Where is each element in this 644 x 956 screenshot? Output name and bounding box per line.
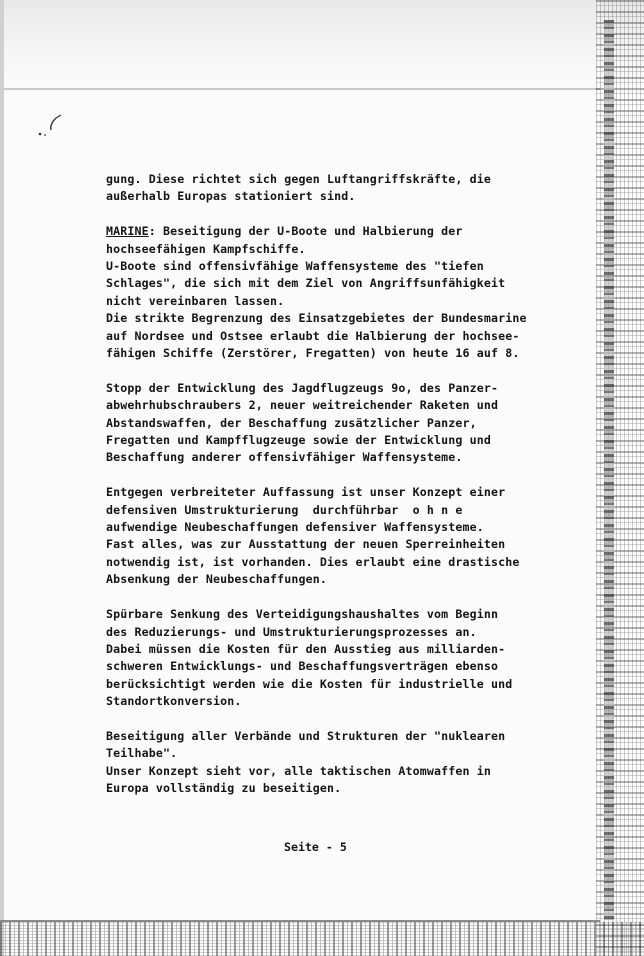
text-line: Beschaffung anderer offensivfähiger Waffensysteme. xyxy=(106,450,463,465)
text-line: Dabei müssen die Kosten für den Ausstieg aus milliarden- xyxy=(106,641,506,656)
text-line: Standortkonversion. xyxy=(106,694,242,709)
text-line: des Reduzierungs- und Umstrukturierungsprozesses an. xyxy=(106,624,477,639)
text-line: Absenkung der Neubeschaffungen. xyxy=(106,572,328,587)
text-line: fähigen Schiffe (Zerstörer, Fregatten) von heute 16 auf 8. xyxy=(106,346,520,361)
paragraph-konzept xyxy=(106,484,546,588)
text-line: notwendig ist, ist vorhanden. Dies erlaubt eine drastische xyxy=(106,554,520,569)
text-line: Die strikte Begrenzung des Einsatzgebietes der Bundesmarine xyxy=(106,311,527,326)
text-line: Abstandswaffen, der Beschaffung zusätzlicher Panzer, xyxy=(106,415,477,430)
heading-label-marine: MARINE xyxy=(106,224,149,239)
text-line: abwehrhubschraubers 2, neuer weitreichender Raketen und xyxy=(106,398,499,413)
text-line: Europa vollständig zu beseitigen. xyxy=(106,781,342,796)
heading-text: : Beseitigung der U-Boote und Halbierung der xyxy=(148,224,463,239)
page-number: Seite - 5 xyxy=(284,840,347,854)
pen-mark-icon xyxy=(34,112,74,142)
text-line: gung. Diese richtet sich gegen Luftangriffskräfte, die xyxy=(106,172,492,186)
text-line: Fregatten und Kampfflugzeuge sowie der Entwicklung und xyxy=(106,433,492,448)
text-line: Unser Konzept sieht vor, alle taktischen Atomwaffen in xyxy=(106,763,492,778)
scan-left-edge xyxy=(0,0,4,956)
text-line: nicht vereinbaren lassen. xyxy=(106,293,285,308)
text-line: auf Nordsee und Ostsee erlaubt die Halbierung der hochsee- xyxy=(106,328,520,343)
text-line: Beseitigung aller Verbände und Strukturen der "nuklearen xyxy=(106,728,506,743)
paragraph-marine xyxy=(106,223,546,362)
text-line: hochseefähigen Kampfschiffe. xyxy=(106,241,306,256)
text-line: aufwendige Neubeschaffungen defensiver Waffensysteme. xyxy=(106,520,484,535)
text-line: außerhalb Europas stationiert sind. xyxy=(106,189,356,204)
text-line: Fast alles, was zur Ausstattung der neuen Sperreinheiten xyxy=(106,537,506,552)
scan-top-edge xyxy=(0,88,600,90)
text-line: Schlages", die sich mit dem Ziel von Angriffsunfähigkeit xyxy=(106,276,506,291)
paragraph-haushalt xyxy=(106,606,546,710)
text-line: Spürbare Senkung des Verteidigungshaushaltes vom Beginn xyxy=(106,607,499,622)
text-line: Teilhabe". xyxy=(106,746,178,761)
section-heading-marine xyxy=(106,223,546,240)
scan-top-shadow xyxy=(0,0,644,92)
text-line: Entgegen verbreiteter Auffassung ist unser Konzept einer xyxy=(106,485,506,500)
paragraph-nuklear xyxy=(106,728,546,798)
text-line: schweren Entwicklungs- und Beschaffungsverträgen ebenso xyxy=(106,659,499,674)
paragraph-intro xyxy=(106,171,546,206)
text-line: U-Boote sind offensivfähige Waffensysteme des "tiefen xyxy=(106,259,484,274)
text-line: Stopp der Entwicklung des Jagdflugzeugs 9o, des Panzer- xyxy=(106,380,499,395)
text-line: defensiven Umstrukturierung durchführbar o h n e xyxy=(106,502,463,517)
scan-bottom-noise xyxy=(0,922,644,956)
document-body xyxy=(106,171,546,815)
text-line: berücksichtigt werden wie die Kosten für industrielle und xyxy=(106,676,513,691)
paragraph-stopp xyxy=(106,380,546,467)
scan-right-edge xyxy=(604,20,614,920)
